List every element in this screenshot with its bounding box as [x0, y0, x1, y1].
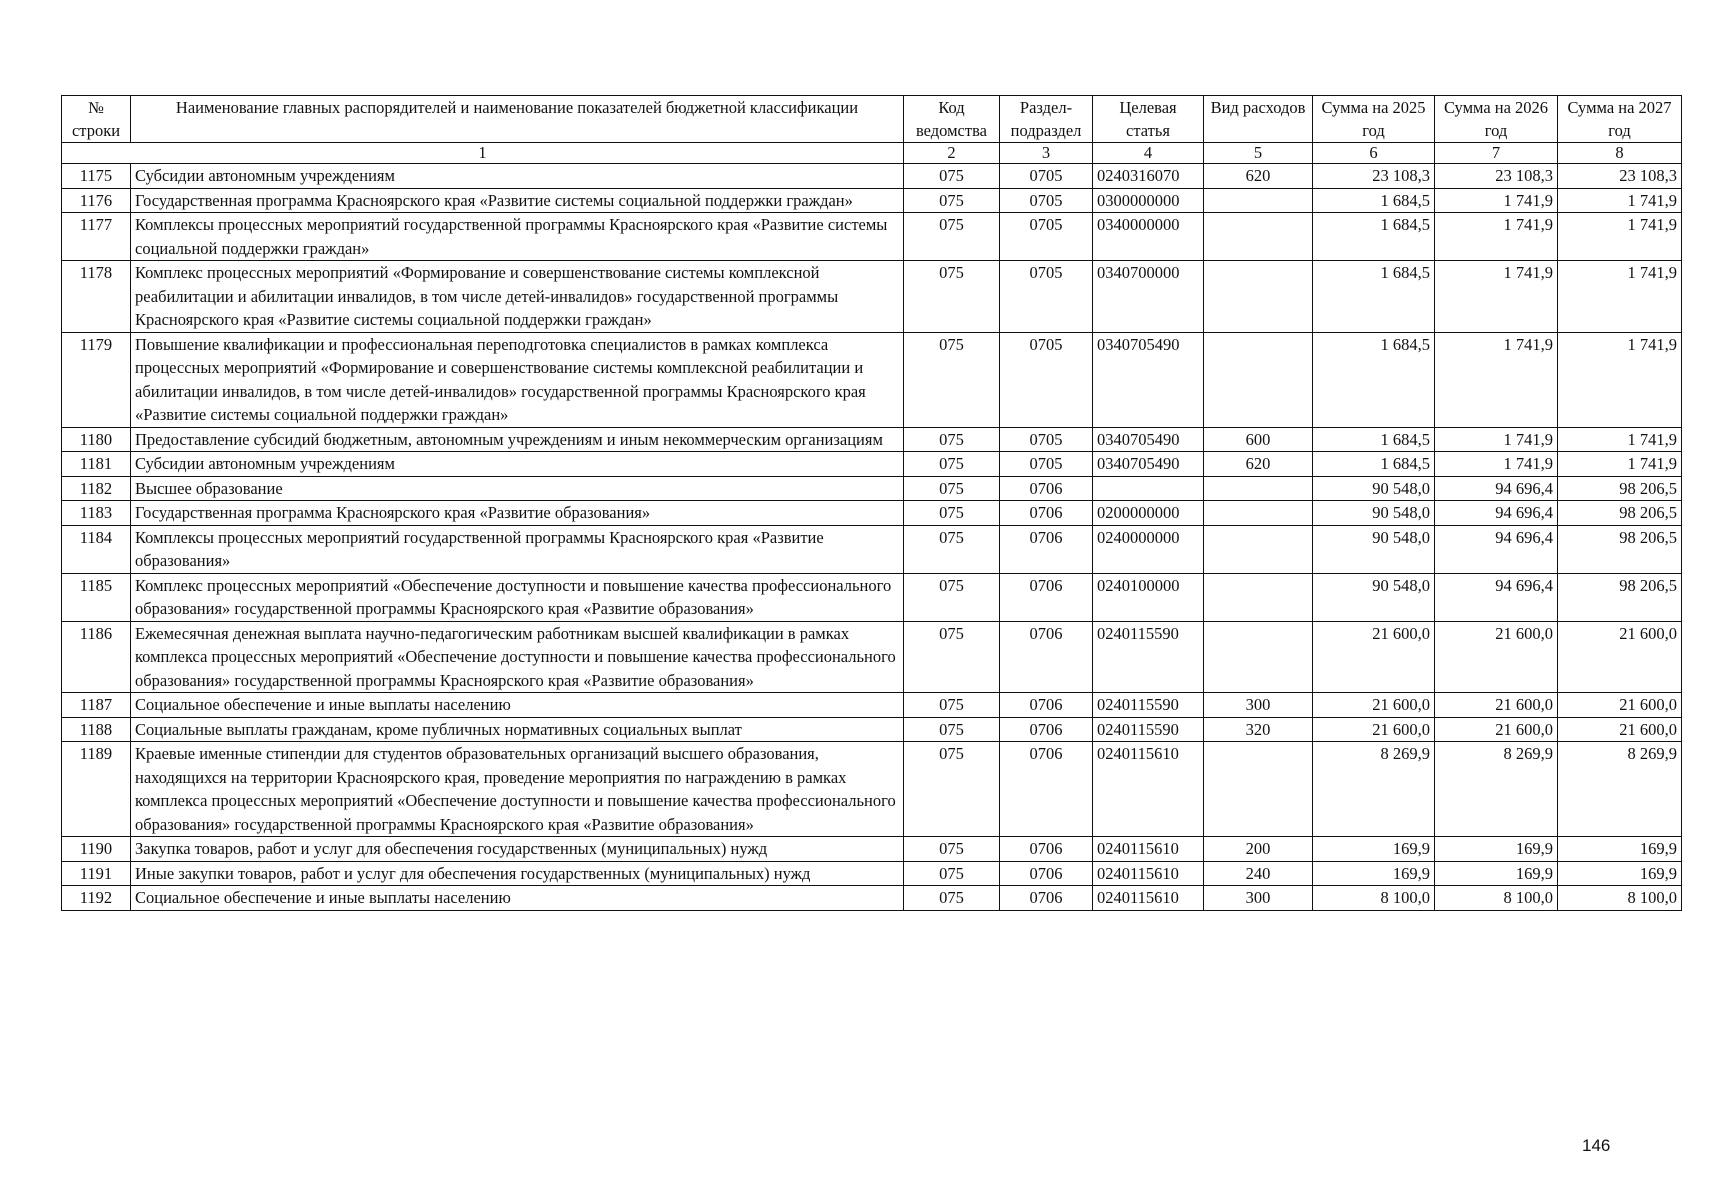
expense-type-cell — [1204, 213, 1313, 261]
target-article-cell: 0340705490 — [1093, 332, 1204, 427]
department-code-cell: 075 — [904, 332, 1000, 427]
expense-type-cell: 600 — [1204, 427, 1313, 452]
target-article-cell: 0240316070 — [1093, 164, 1204, 189]
table-row — [62, 476, 1682, 501]
column-number: 1 — [62, 143, 904, 164]
table-row — [62, 693, 1682, 718]
table-row — [62, 261, 1682, 333]
name-cell: Предоставление субсидий бюджетным, автономным учреждениям и иным некоммерческим организациям — [131, 427, 904, 452]
column-number-row — [62, 143, 1682, 164]
sum-2025-cell: 1 684,5 — [1313, 427, 1435, 452]
sum-2026-cell: 23 108,3 — [1435, 164, 1558, 189]
expense-type-cell — [1204, 573, 1313, 621]
sum-2025-cell: 21 600,0 — [1313, 693, 1435, 718]
expense-type-cell: 240 — [1204, 861, 1313, 886]
budget-table-container — [61, 95, 1682, 911]
row-number-cell: 1187 — [62, 693, 131, 718]
sum-2026-cell: 21 600,0 — [1435, 717, 1558, 742]
sum-2027-cell: 8 100,0 — [1558, 886, 1682, 911]
target-article-cell: 0240115610 — [1093, 837, 1204, 862]
sum-2027-cell: 21 600,0 — [1558, 717, 1682, 742]
target-article-cell: 0240115590 — [1093, 693, 1204, 718]
name-cell: Иные закупки товаров, работ и услуг для обеспечения государственных (муниципальных) нужд — [131, 861, 904, 886]
row-number-cell: 1181 — [62, 452, 131, 477]
section-cell: 0706 — [1000, 742, 1093, 837]
target-article-cell: 0240100000 — [1093, 573, 1204, 621]
sum-2027-cell: 1 741,9 — [1558, 213, 1682, 261]
department-code-cell: 075 — [904, 188, 1000, 213]
name-cell: Закупка товаров, работ и услуг для обеспечения государственных (муниципальных) нужд — [131, 837, 904, 862]
header-sum-2027: Сумма на 2027 год — [1558, 96, 1682, 143]
name-cell: Комплексы процессных мероприятий государственной программы Красноярского края «Развитие образования» — [131, 525, 904, 573]
table-row — [62, 188, 1682, 213]
sum-2025-cell: 90 548,0 — [1313, 573, 1435, 621]
department-code-cell: 075 — [904, 837, 1000, 862]
department-code-cell: 075 — [904, 573, 1000, 621]
row-number-cell: 1180 — [62, 427, 131, 452]
sum-2026-cell: 21 600,0 — [1435, 621, 1558, 693]
section-cell: 0706 — [1000, 837, 1093, 862]
target-article-cell: 0300000000 — [1093, 188, 1204, 213]
department-code-cell: 075 — [904, 452, 1000, 477]
target-article-cell: 0240115610 — [1093, 886, 1204, 911]
row-number-cell: 1192 — [62, 886, 131, 911]
target-article-cell: 0240115610 — [1093, 742, 1204, 837]
table-row — [62, 837, 1682, 862]
department-code-cell: 075 — [904, 164, 1000, 189]
expense-type-cell: 200 — [1204, 837, 1313, 862]
sum-2026-cell: 1 741,9 — [1435, 452, 1558, 477]
name-cell: Комплекс процессных мероприятий «Обеспечение доступности и повышение качества профессионального образования» государственной программы Красноярского края «Развитие образования» — [131, 573, 904, 621]
target-article-cell: 0240115590 — [1093, 621, 1204, 693]
section-cell: 0706 — [1000, 717, 1093, 742]
table-row — [62, 332, 1682, 427]
target-article-cell: 0340705490 — [1093, 427, 1204, 452]
table-row — [62, 573, 1682, 621]
row-number-cell: 1190 — [62, 837, 131, 862]
column-number: 7 — [1435, 143, 1558, 164]
header-row — [62, 96, 1682, 143]
name-cell: Ежемесячная денежная выплата научно-педагогическим работникам высшей квалификации в рамках комплекса процессных мероприятий «Обеспечение доступности и повышение качества профессионального образования» государственной программы Красноярского края «Развитие образования» — [131, 621, 904, 693]
section-cell: 0706 — [1000, 476, 1093, 501]
sum-2027-cell: 8 269,9 — [1558, 742, 1682, 837]
header-name: Наименование главных распорядителей и наименование показателей бюджетной классификации — [131, 96, 904, 143]
target-article-cell: 0340700000 — [1093, 261, 1204, 333]
sum-2027-cell: 1 741,9 — [1558, 452, 1682, 477]
sum-2026-cell: 8 100,0 — [1435, 886, 1558, 911]
row-number-cell: 1186 — [62, 621, 131, 693]
name-cell: Государственная программа Красноярского края «Развитие системы социальной поддержки граждан» — [131, 188, 904, 213]
name-cell: Повышение квалификации и профессиональная переподготовка специалистов в рамках комплекса процессных мероприятий «Формирование и совершенствование системы комплексной реабилитации и абилитации инвалидов, в том числе детей-инвалидов» государственной программы Красноярского края «Развитие системы социальной поддержки граждан» — [131, 332, 904, 427]
row-number-cell: 1185 — [62, 573, 131, 621]
row-number-cell: 1179 — [62, 332, 131, 427]
table-row — [62, 213, 1682, 261]
column-number: 6 — [1313, 143, 1435, 164]
section-cell: 0706 — [1000, 573, 1093, 621]
sum-2026-cell: 94 696,4 — [1435, 501, 1558, 526]
expense-type-cell: 300 — [1204, 693, 1313, 718]
sum-2027-cell: 169,9 — [1558, 837, 1682, 862]
sum-2026-cell: 1 741,9 — [1435, 261, 1558, 333]
row-number-cell: 1183 — [62, 501, 131, 526]
sum-2025-cell: 90 548,0 — [1313, 476, 1435, 501]
section-cell: 0706 — [1000, 621, 1093, 693]
sum-2026-cell: 169,9 — [1435, 861, 1558, 886]
sum-2025-cell: 21 600,0 — [1313, 717, 1435, 742]
sum-2027-cell: 1 741,9 — [1558, 261, 1682, 333]
row-number-cell: 1177 — [62, 213, 131, 261]
table-row — [62, 501, 1682, 526]
header-sum-2025: Сумма на 2025 год — [1313, 96, 1435, 143]
name-cell: Государственная программа Красноярского края «Развитие образования» — [131, 501, 904, 526]
sum-2025-cell: 1 684,5 — [1313, 188, 1435, 213]
expense-type-cell — [1204, 476, 1313, 501]
sum-2026-cell: 169,9 — [1435, 837, 1558, 862]
department-code-cell: 075 — [904, 717, 1000, 742]
header-sum-2026: Сумма на 2026 год — [1435, 96, 1558, 143]
target-article-cell: 0240000000 — [1093, 525, 1204, 573]
table-row — [62, 427, 1682, 452]
department-code-cell: 075 — [904, 525, 1000, 573]
sum-2025-cell: 169,9 — [1313, 837, 1435, 862]
department-code-cell: 075 — [904, 476, 1000, 501]
header-department-code: Код ведомства — [904, 96, 1000, 143]
department-code-cell: 075 — [904, 261, 1000, 333]
department-code-cell: 075 — [904, 742, 1000, 837]
row-number-cell: 1184 — [62, 525, 131, 573]
sum-2026-cell: 1 741,9 — [1435, 188, 1558, 213]
target-article-cell: 0240115610 — [1093, 861, 1204, 886]
expense-type-cell — [1204, 742, 1313, 837]
table-row — [62, 621, 1682, 693]
sum-2027-cell: 98 206,5 — [1558, 573, 1682, 621]
sum-2027-cell: 169,9 — [1558, 861, 1682, 886]
department-code-cell: 075 — [904, 861, 1000, 886]
sum-2026-cell: 94 696,4 — [1435, 476, 1558, 501]
sum-2025-cell: 90 548,0 — [1313, 501, 1435, 526]
sum-2026-cell: 1 741,9 — [1435, 332, 1558, 427]
section-cell: 0705 — [1000, 452, 1093, 477]
expense-type-cell — [1204, 332, 1313, 427]
column-number: 2 — [904, 143, 1000, 164]
budget-table — [61, 95, 1682, 911]
sum-2027-cell: 23 108,3 — [1558, 164, 1682, 189]
name-cell: Комплексы процессных мероприятий государственной программы Красноярского края «Развитие системы социальной поддержки граждан» — [131, 213, 904, 261]
target-article-cell: 0340000000 — [1093, 213, 1204, 261]
table-row — [62, 861, 1682, 886]
sum-2026-cell: 1 741,9 — [1435, 213, 1558, 261]
section-cell: 0706 — [1000, 501, 1093, 526]
sum-2027-cell: 1 741,9 — [1558, 188, 1682, 213]
table-row — [62, 452, 1682, 477]
row-number-cell: 1182 — [62, 476, 131, 501]
row-number-cell: 1178 — [62, 261, 131, 333]
sum-2025-cell: 1 684,5 — [1313, 452, 1435, 477]
sum-2027-cell: 21 600,0 — [1558, 621, 1682, 693]
expense-type-cell — [1204, 261, 1313, 333]
sum-2025-cell: 1 684,5 — [1313, 261, 1435, 333]
department-code-cell: 075 — [904, 621, 1000, 693]
target-article-cell — [1093, 476, 1204, 501]
sum-2025-cell: 21 600,0 — [1313, 621, 1435, 693]
department-code-cell: 075 — [904, 693, 1000, 718]
department-code-cell: 075 — [904, 501, 1000, 526]
sum-2027-cell: 98 206,5 — [1558, 476, 1682, 501]
page-number: 146 — [1582, 1136, 1611, 1155]
expense-type-cell: 620 — [1204, 164, 1313, 189]
section-cell: 0705 — [1000, 164, 1093, 189]
name-cell: Комплекс процессных мероприятий «Формирование и совершенствование системы комплексной реабилитации и абилитации инвалидов, в том числе детей-инвалидов» государственной программы Красноярского края «Развитие системы социальной поддержки граждан» — [131, 261, 904, 333]
table-row — [62, 742, 1682, 837]
sum-2025-cell: 8 269,9 — [1313, 742, 1435, 837]
target-article-cell: 0200000000 — [1093, 501, 1204, 526]
name-cell: Социальное обеспечение и иные выплаты населению — [131, 886, 904, 911]
sum-2026-cell: 8 269,9 — [1435, 742, 1558, 837]
sum-2026-cell: 21 600,0 — [1435, 693, 1558, 718]
sum-2025-cell: 23 108,3 — [1313, 164, 1435, 189]
sum-2027-cell: 21 600,0 — [1558, 693, 1682, 718]
section-cell: 0706 — [1000, 525, 1093, 573]
name-cell: Социальное обеспечение и иные выплаты населению — [131, 693, 904, 718]
name-cell: Краевые именные стипендии для студентов образовательных организаций высшего образования, находящихся на территории Красноярского края, проведение мероприятия по награждению в рамках комплекса процессных мероприятий «Обеспечение доступности и повышение качества профессионального образования» государственной программы Красноярского края «Развитие образования» — [131, 742, 904, 837]
department-code-cell: 075 — [904, 213, 1000, 261]
row-number-cell: 1188 — [62, 717, 131, 742]
header-target-article: Целевая статья — [1093, 96, 1204, 143]
expense-type-cell: 620 — [1204, 452, 1313, 477]
expense-type-cell: 320 — [1204, 717, 1313, 742]
sum-2025-cell: 169,9 — [1313, 861, 1435, 886]
sum-2026-cell: 94 696,4 — [1435, 573, 1558, 621]
header-section: Раздел-подраздел — [1000, 96, 1093, 143]
table-row — [62, 886, 1682, 911]
sum-2027-cell: 1 741,9 — [1558, 427, 1682, 452]
sum-2027-cell: 98 206,5 — [1558, 525, 1682, 573]
header-expense-type: Вид расходов — [1204, 96, 1313, 143]
table-row — [62, 717, 1682, 742]
name-cell: Субсидии автономным учреждениям — [131, 164, 904, 189]
section-cell: 0705 — [1000, 332, 1093, 427]
sum-2027-cell: 98 206,5 — [1558, 501, 1682, 526]
section-cell: 0706 — [1000, 886, 1093, 911]
row-number-cell: 1176 — [62, 188, 131, 213]
expense-type-cell — [1204, 525, 1313, 573]
table-row — [62, 164, 1682, 189]
row-number-cell: 1175 — [62, 164, 131, 189]
section-cell: 0705 — [1000, 427, 1093, 452]
sum-2025-cell: 8 100,0 — [1313, 886, 1435, 911]
column-number: 8 — [1558, 143, 1682, 164]
section-cell: 0705 — [1000, 213, 1093, 261]
column-number: 5 — [1204, 143, 1313, 164]
expense-type-cell — [1204, 188, 1313, 213]
department-code-cell: 075 — [904, 886, 1000, 911]
section-cell: 0705 — [1000, 188, 1093, 213]
name-cell: Социальные выплаты гражданам, кроме публичных нормативных социальных выплат — [131, 717, 904, 742]
sum-2025-cell: 90 548,0 — [1313, 525, 1435, 573]
section-cell: 0706 — [1000, 693, 1093, 718]
name-cell: Высшее образование — [131, 476, 904, 501]
column-number: 4 — [1093, 143, 1204, 164]
sum-2026-cell: 1 741,9 — [1435, 427, 1558, 452]
section-cell: 0705 — [1000, 261, 1093, 333]
header-row-number: № строки — [62, 96, 131, 143]
sum-2026-cell: 94 696,4 — [1435, 525, 1558, 573]
target-article-cell: 0340705490 — [1093, 452, 1204, 477]
expense-type-cell — [1204, 501, 1313, 526]
expense-type-cell — [1204, 621, 1313, 693]
expense-type-cell: 300 — [1204, 886, 1313, 911]
sum-2027-cell: 1 741,9 — [1558, 332, 1682, 427]
department-code-cell: 075 — [904, 427, 1000, 452]
table-row — [62, 525, 1682, 573]
sum-2025-cell: 1 684,5 — [1313, 213, 1435, 261]
column-number: 3 — [1000, 143, 1093, 164]
name-cell: Субсидии автономным учреждениям — [131, 452, 904, 477]
sum-2025-cell: 1 684,5 — [1313, 332, 1435, 427]
row-number-cell: 1189 — [62, 742, 131, 837]
row-number-cell: 1191 — [62, 861, 131, 886]
target-article-cell: 0240115590 — [1093, 717, 1204, 742]
section-cell: 0706 — [1000, 861, 1093, 886]
